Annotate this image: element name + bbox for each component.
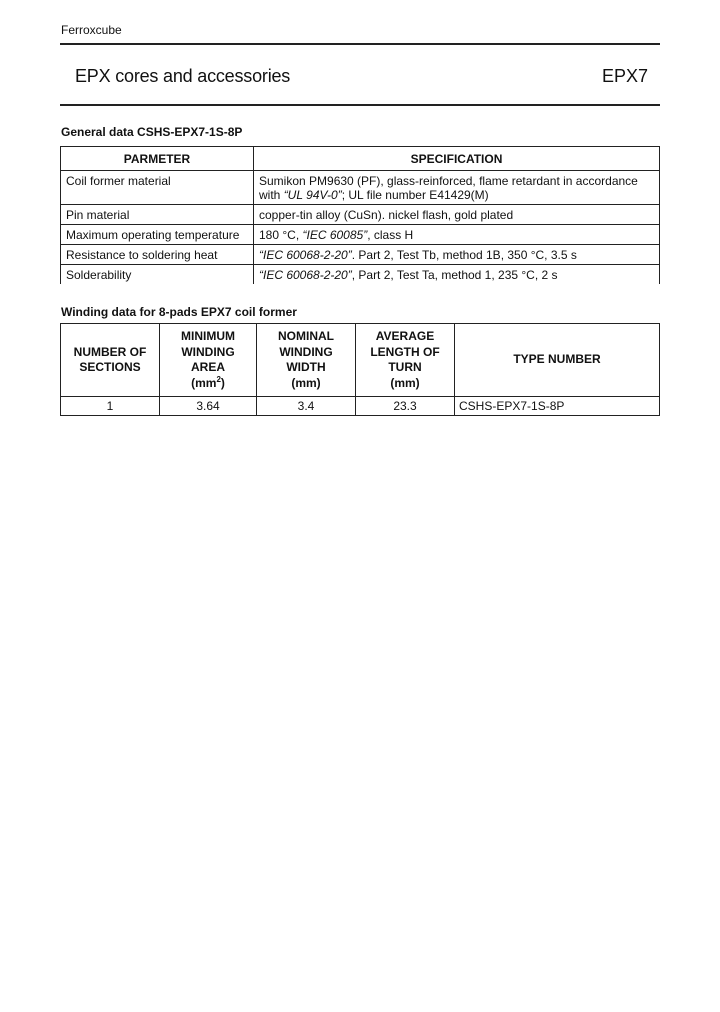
header-line: LENGTH OF: [370, 344, 440, 359]
turn-length-cell: 23.3: [356, 397, 455, 416]
parameter-cell: Resistance to soldering heat: [61, 245, 254, 265]
spec-text: . Part 2, Test Tb, method 1B, 350 °C, 3.5 s: [351, 248, 577, 262]
table-header-row: [61, 324, 660, 397]
header-line: SECTIONS: [79, 360, 141, 374]
table-header-row: [61, 147, 660, 171]
specification-cell: [254, 171, 660, 205]
type-number-cell: CSHS-EPX7-1S-8P: [455, 397, 660, 416]
column-header-sections: [61, 324, 160, 397]
winding-data-title: Winding data for 8-pads EPX7 coil former: [61, 305, 297, 319]
column-header-turn-length: [356, 324, 455, 397]
header-top-rule: [60, 43, 660, 45]
parameter-cell: Maximum operating temperature: [61, 225, 254, 245]
document-title: EPX cores and accessories: [75, 66, 291, 86]
winding-data-table: [60, 323, 660, 416]
spec-text: , class H: [367, 228, 414, 242]
header-line: NOMINAL: [278, 329, 334, 343]
spec-text: 180 °C,: [259, 228, 303, 242]
header-unit: (mm): [390, 375, 420, 390]
header-unit: ): [220, 375, 225, 390]
parameter-cell: Pin material: [61, 205, 254, 225]
table-row: [61, 225, 660, 245]
document-code: EPX7: [601, 66, 648, 86]
spec-text: copper-tin alloy (CuSn). nickel flash, gold plated: [259, 208, 514, 222]
header-line: TURN: [388, 360, 422, 374]
winding-area-cell: 3.64: [160, 397, 257, 416]
column-header-specification: SPECIFICATION: [254, 147, 660, 171]
table-row: [61, 205, 660, 225]
header-unit-exponent: 2: [216, 374, 221, 384]
column-header-parameter: PARMETER: [61, 147, 254, 171]
sections-cell: 1: [61, 397, 160, 416]
spec-standard: “UL 94V-0”: [283, 188, 342, 202]
general-data-table: [60, 146, 660, 284]
table-row: [61, 245, 660, 265]
parameter-cell: Coil former material: [61, 171, 254, 205]
spec-standard: “IEC 60085”: [302, 228, 368, 242]
winding-width-cell: 3.4: [257, 397, 356, 416]
spec-text: , Part 2, Test Ta, method 1, 235 °C, 2 s: [351, 268, 558, 282]
spec-standard: “IEC 60068-2-20”: [259, 248, 352, 262]
parameter-cell: Solderability: [61, 265, 254, 285]
column-header-type-number: TYPE NUMBER: [455, 324, 660, 397]
company-name: Ferroxcube: [61, 23, 122, 37]
table-row: [61, 265, 660, 285]
header-line: MINIMUM: [181, 329, 235, 343]
general-data-title: General data CSHS-EPX7-1S-8P: [61, 125, 243, 139]
table-row: [61, 171, 660, 205]
header-line: WINDING: [279, 344, 333, 359]
specification-cell: [254, 245, 660, 265]
header-line: WIDTH: [286, 360, 326, 374]
column-header-winding-area: [160, 324, 257, 397]
spec-standard: “IEC 60068-2-20”: [259, 268, 352, 282]
spec-text: Sumikon PM9630 (PF), glass-reinforced, flame retardant in accordance with: [259, 174, 638, 202]
header-line: NUMBER OF: [73, 344, 147, 359]
specification-cell: [254, 205, 660, 225]
spec-text: ; UL file number E41429(M): [341, 188, 489, 202]
header-line: AVERAGE: [375, 329, 435, 343]
header-bottom-rule: [60, 104, 660, 106]
column-header-winding-width: [257, 324, 356, 397]
header-line: AREA: [190, 360, 225, 374]
specification-cell: [254, 225, 660, 245]
specification-cell: [254, 265, 660, 285]
table-row: [61, 397, 660, 416]
header-unit: (mm): [291, 375, 321, 390]
header-unit: (mm: [191, 375, 217, 390]
header-line: WINDING: [181, 344, 235, 359]
